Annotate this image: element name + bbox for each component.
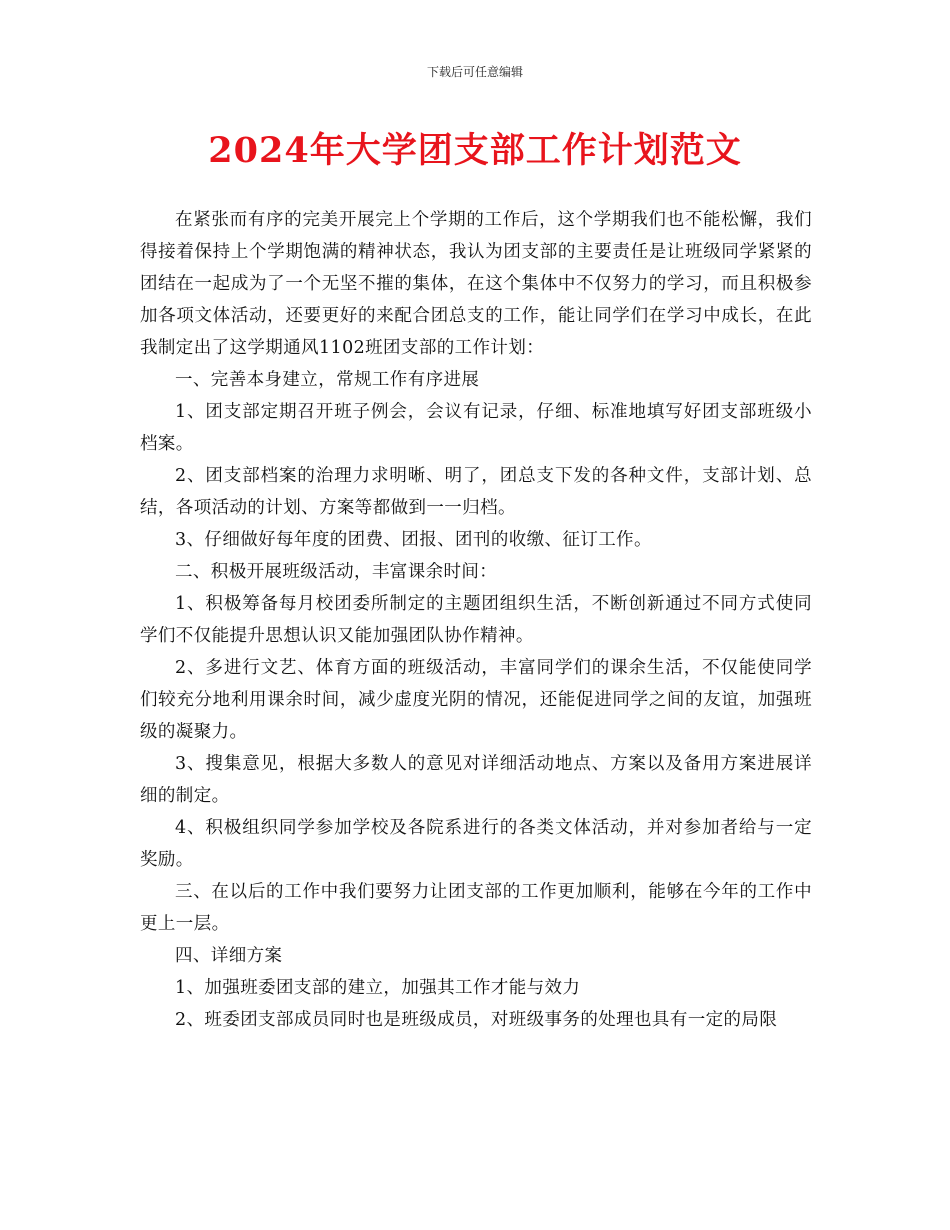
document-body [140, 204, 812, 1036]
paragraph-item: 4、积极组织同学参加学校及各院系进行的各类文体活动，并对参加者给与一定奖励。 [140, 818, 812, 870]
paragraph-item: 1、团支部定期召开班子例会，会议有记录，仔细、标准地填写好团支部班级小档案。 [140, 402, 812, 454]
section-heading-1: 一、完善本身建立，常规工作有序进展 [175, 370, 480, 390]
header-note: 下载后可任意编辑 [426, 65, 523, 79]
document-title: 2024年大学团支部工作计划范文 [208, 130, 742, 171]
paragraph-item: 3、仔细做好每年度的团费、团报、团刊的收缴、征订工作。 [175, 530, 652, 550]
paragraph-item: 1、积极筹备每月校团委所制定的主题团组织生活，不断创新通过不同方式使同学们不仅能提升思想认识又能加强团队协作精神。 [140, 594, 812, 646]
paragraph-item: 2、多进行文艺、体育方面的班级活动，丰富同学们的课余生活，不仅能使同学们较充分地利用课余时间，减少虚度光阴的情况，还能促进同学之间的友谊，加强班级的凝聚力。 [140, 658, 812, 742]
paragraph-item: 2、团支部档案的治理力求明晰、明了，团总支下发的各种文件，支部计划、总结，各项活动的计划、方案等都做到一一归档。 [140, 466, 812, 518]
section-heading-3: 三、在以后的工作中我们要努力让团支部的工作更加顺利，能够在今年的工作中更上一层。 [140, 882, 812, 934]
paragraph-item: 1、加强班委团支部的建立，加强其工作才能与效力 [175, 978, 581, 998]
intro-paragraph: 在紧张而有序的完美开展完上个学期的工作后，这个学期我们也不能松懈，我们得接着保持上个学期饱满的精神状态，我认为团支部的主要责任是让班级同学紧紧的团结在一起成为了一个无坚不摧的集体，在这个集体中不仅努力的学习，而且积极参加各项文体活动，还要更好的来配合团总支的工作，能让同学们在学习中成长，在此我制定出了这学期通风1102班团支部的工作计划： [140, 210, 812, 358]
section-heading-2: 二、积极开展班级活动，丰富课余时间： [175, 562, 498, 582]
paragraph-item: 2、班委团支部成员同时也是班级成员，对班级事务的处理也具有一定的局限 [175, 1010, 778, 1030]
paragraph-item: 3、搜集意见，根据大多数人的意见对详细活动地点、方案以及备用方案进展详细的制定。 [140, 754, 812, 806]
section-heading-4: 四、详细方案 [175, 946, 283, 966]
